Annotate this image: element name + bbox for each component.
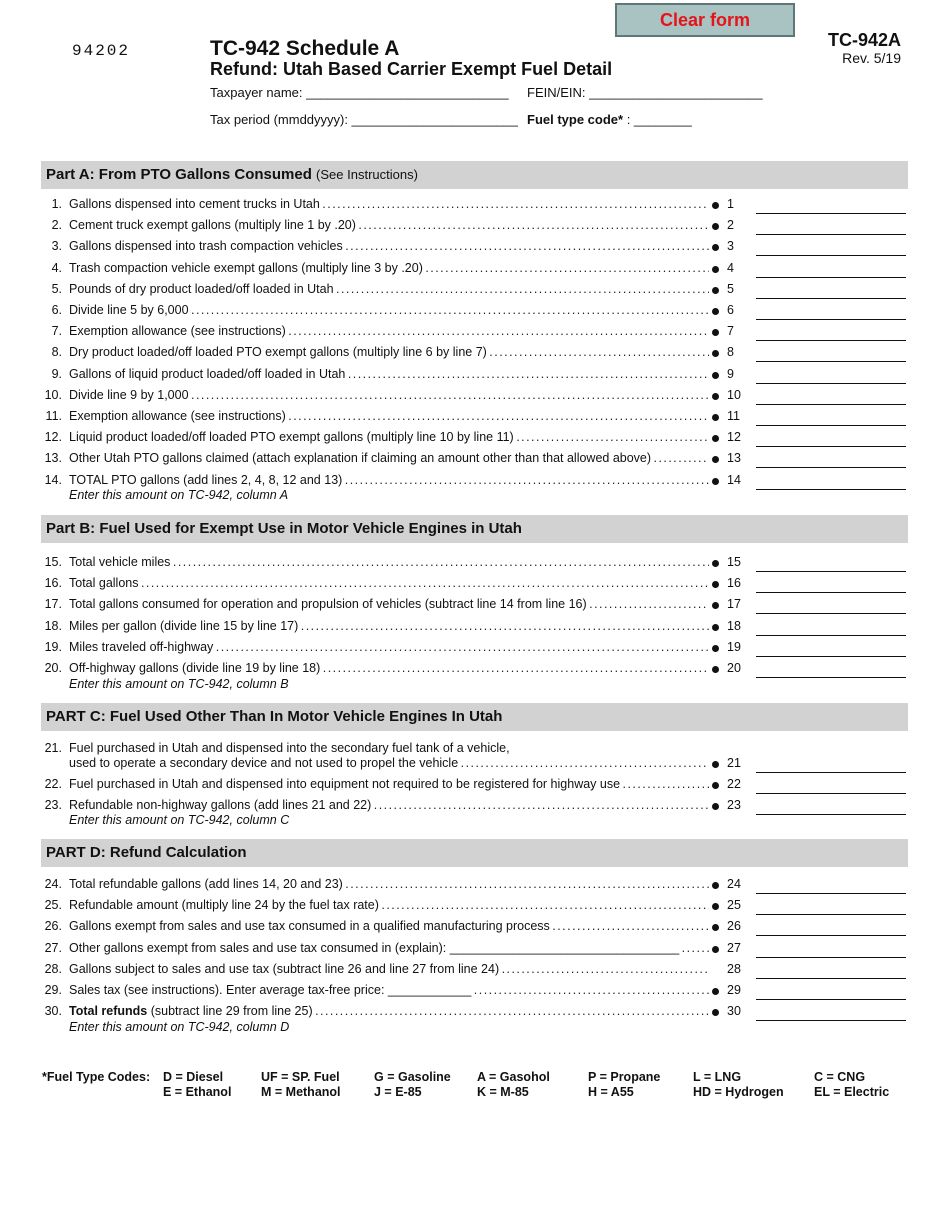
bullet-icon bbox=[712, 645, 719, 652]
line-21-amount-input[interactable] bbox=[756, 756, 906, 773]
bullet-icon bbox=[712, 988, 719, 995]
line-description: Gallons subject to sales and use tax (subtract line 26 and line 27 from line 24) . . . bbox=[69, 962, 709, 976]
form-line-16 bbox=[0, 576, 950, 596]
revision-date: Rev. 5/19 bbox=[842, 50, 901, 66]
line-19-amount-input[interactable] bbox=[756, 640, 906, 657]
line-reference-number: 5 bbox=[727, 281, 734, 296]
line-reference-number: 21 bbox=[727, 756, 741, 770]
bullet-icon bbox=[712, 223, 719, 230]
line-18-amount-input[interactable] bbox=[756, 619, 906, 636]
line-28-amount-input[interactable] bbox=[756, 962, 906, 979]
line-number: 5. bbox=[51, 281, 62, 296]
line-number: 25. bbox=[44, 898, 62, 913]
fuel-type-code-field[interactable] bbox=[527, 112, 692, 127]
form-line-12 bbox=[0, 430, 950, 450]
fuel-codes-col-5 bbox=[588, 1070, 660, 1100]
line-7-amount-input[interactable] bbox=[756, 324, 906, 341]
part-a-title: Part A: From PTO Gallons Consumed bbox=[46, 166, 312, 183]
line-description-bold: Total refunds bbox=[69, 1004, 148, 1019]
line-number: 28. bbox=[44, 961, 62, 976]
form-line-25 bbox=[0, 898, 950, 918]
line-number: 9. bbox=[51, 366, 62, 381]
fuel-codes-col-7 bbox=[814, 1070, 889, 1100]
line-16-amount-input[interactable] bbox=[756, 576, 906, 593]
form-line-3 bbox=[0, 239, 950, 259]
form-line-17 bbox=[0, 597, 950, 617]
line-number: 13. bbox=[44, 451, 62, 466]
line-20-amount-input[interactable] bbox=[756, 661, 906, 678]
line-reference-number: 17 bbox=[727, 597, 741, 612]
fein-field[interactable]: FEIN/EIN: ________________________ bbox=[527, 85, 763, 100]
form-line-7 bbox=[0, 324, 950, 344]
line-description: Other Utah PTO gallons claimed (attach explanation if claiming an amount other than that allowed above) . . . bbox=[69, 451, 709, 465]
line-reference-number: 2 bbox=[727, 218, 734, 233]
form-line-11 bbox=[0, 409, 950, 429]
line-number: 12. bbox=[44, 430, 62, 445]
part-c-title: PART C: Fuel Used Other Than In Motor Vehicle Engines In Utah bbox=[46, 708, 503, 725]
bullet-icon bbox=[712, 1009, 719, 1016]
part-a-instruction: Enter this amount on TC-942, column A bbox=[69, 488, 289, 502]
form-line-4 bbox=[0, 261, 950, 281]
line-description: used to operate a secondary device and not used to propel the vehicle . . . bbox=[69, 756, 709, 770]
fuel-code: E = Ethanol bbox=[163, 1085, 232, 1099]
fuel-codes-col-4 bbox=[477, 1070, 550, 1100]
line-reference-number: 18 bbox=[727, 618, 741, 633]
line-description: Gallons dispensed into trash compaction vehicles . . . bbox=[69, 239, 709, 253]
fuel-type-codes-label: *Fuel Type Codes: bbox=[42, 1070, 151, 1084]
fuel-code: K = M-85 bbox=[477, 1085, 529, 1099]
bullet-icon bbox=[712, 478, 719, 485]
line-29-amount-input[interactable] bbox=[756, 983, 906, 1000]
form-line-9 bbox=[0, 367, 950, 387]
line-reference-number: 9 bbox=[727, 366, 734, 381]
line-reference-number: 27 bbox=[727, 940, 741, 955]
line-27-amount-input[interactable] bbox=[756, 941, 906, 958]
part-d-title: PART D: Refund Calculation bbox=[46, 844, 247, 861]
line-6-amount-input[interactable] bbox=[756, 303, 906, 320]
bullet-icon bbox=[712, 560, 719, 567]
line-description: Other gallons exempt from sales and use tax consumed in (explain): _________________________________ . . . bbox=[69, 941, 709, 955]
page-subtitle: Refund: Utah Based Carrier Exempt Fuel Detail bbox=[210, 59, 613, 79]
line-description: Exemption allowance (see instructions) . . . bbox=[69, 324, 709, 338]
part-b-title: Part B: Fuel Used for Exempt Use in Motor Vehicle Engines in Utah bbox=[46, 520, 522, 537]
line-number: 2. bbox=[51, 218, 62, 233]
line-26-amount-input[interactable] bbox=[756, 919, 906, 936]
line-description: Cement truck exempt gallons (multiply line 1 by .20) . . . bbox=[69, 218, 709, 232]
line-25-amount-input[interactable] bbox=[756, 898, 906, 915]
line-reference-number: 11 bbox=[727, 409, 740, 423]
bullet-icon bbox=[712, 761, 719, 768]
line-30-amount-input[interactable] bbox=[756, 1004, 906, 1021]
line-reference-number: 14 bbox=[727, 472, 741, 487]
form-line-22 bbox=[0, 777, 950, 797]
line-description: Pounds of dry product loaded/off loaded in Utah . . . bbox=[69, 282, 709, 296]
line-reference-number: 30 bbox=[727, 1004, 741, 1019]
part-b-instruction: Enter this amount on TC-942, column B bbox=[69, 677, 289, 691]
line-17-amount-input[interactable] bbox=[756, 597, 906, 614]
line-number: 30. bbox=[44, 1004, 62, 1019]
bullet-icon bbox=[712, 624, 719, 631]
line-2-amount-input[interactable] bbox=[756, 218, 906, 235]
line-description: Fuel purchased in Utah and dispensed into equipment not required to be registered for highway use . . . bbox=[69, 777, 709, 791]
line-5-amount-input[interactable] bbox=[756, 282, 906, 299]
line-description: Exemption allowance (see instructions) . . . bbox=[69, 409, 709, 423]
fuel-type-code-blank: : ________ bbox=[623, 112, 692, 127]
line-number: 14. bbox=[44, 472, 62, 487]
line-reference-number: 4 bbox=[727, 260, 734, 275]
line-number: 22. bbox=[44, 777, 62, 791]
form-line-28 bbox=[0, 962, 950, 982]
line-number: 4. bbox=[51, 260, 62, 275]
fuel-code: D = Diesel bbox=[163, 1070, 224, 1084]
line-reference-number: 24 bbox=[727, 877, 741, 891]
line-number: 7. bbox=[51, 324, 62, 339]
line-number: 17. bbox=[44, 597, 62, 612]
part-d-instruction: Enter this amount on TC-942, column D bbox=[69, 1020, 290, 1034]
line-reference-number: 15 bbox=[727, 555, 741, 569]
fuel-code: EL = Electric bbox=[814, 1085, 890, 1099]
line-number: 21. bbox=[44, 741, 62, 755]
bullet-icon bbox=[712, 946, 719, 953]
line-reference-number: 25 bbox=[727, 898, 741, 913]
line-description: Sales tax (see instructions). Enter average tax-free price: ____________ . . . bbox=[69, 983, 709, 997]
line-number: 24. bbox=[44, 877, 62, 891]
line-description: Gallons exempt from sales and use tax consumed in a qualified manufacturing process . . . bbox=[69, 919, 709, 933]
bullet-icon bbox=[712, 882, 719, 889]
tax-period-field[interactable]: Tax period (mmddyyyy): _______________________ bbox=[210, 112, 518, 127]
bullet-icon bbox=[712, 244, 719, 251]
form-line-24 bbox=[0, 877, 950, 897]
line-number: 23. bbox=[44, 798, 62, 812]
line-9-amount-input[interactable] bbox=[756, 367, 906, 384]
form-line-26 bbox=[0, 919, 950, 939]
bullet-icon bbox=[712, 803, 719, 810]
line-3-amount-input[interactable] bbox=[756, 239, 906, 256]
line-reference-number: 28 bbox=[727, 961, 741, 976]
line-number: 26. bbox=[44, 919, 62, 934]
line-reference-number: 10 bbox=[727, 387, 741, 402]
line-description: Miles traveled off-highway . . . bbox=[69, 640, 709, 654]
form-line-29 bbox=[0, 983, 950, 1003]
line-number: 29. bbox=[44, 983, 62, 997]
fuel-code: H = A55 bbox=[588, 1085, 634, 1099]
bullet-icon bbox=[712, 456, 719, 463]
bullet-icon bbox=[712, 924, 719, 931]
line-number: 20. bbox=[44, 661, 62, 675]
form-code: TC-942A bbox=[827, 30, 901, 50]
line-12-amount-input[interactable] bbox=[756, 430, 906, 447]
line-reference-number: 8 bbox=[727, 345, 734, 360]
line-description: Divide line 9 by 1,000 . . . bbox=[69, 388, 709, 402]
line-description-rest: (subtract line 29 from line 25) bbox=[147, 1004, 313, 1019]
form-line-18 bbox=[0, 619, 950, 639]
line-description: Refundable non-highway gallons (add lines 21 and 22) . . . bbox=[69, 798, 709, 812]
line-reference-number: 23 bbox=[727, 798, 741, 812]
line-reference-number: 13 bbox=[727, 451, 741, 466]
form-line-15 bbox=[0, 555, 950, 575]
line-number: 15. bbox=[44, 555, 62, 569]
fuel-type-code-label: Fuel type code* bbox=[527, 112, 624, 127]
line-21-text: Fuel purchased in Utah and dispensed into the secondary fuel tank of a vehicle, bbox=[69, 741, 510, 755]
line-number: 1. bbox=[51, 197, 62, 211]
line-15-amount-input[interactable] bbox=[756, 555, 906, 572]
line-description: Miles per gallon (divide line 15 by line 17) . . . bbox=[69, 619, 709, 633]
line-24-amount-input[interactable] bbox=[756, 877, 906, 894]
form-line-8 bbox=[0, 345, 950, 365]
fuel-code: G = Gasoline bbox=[374, 1070, 451, 1084]
form-line-1 bbox=[0, 197, 950, 217]
page-title: TC-942 Schedule A bbox=[210, 37, 400, 60]
line-reference-number: 3 bbox=[727, 239, 734, 254]
bullet-icon bbox=[712, 666, 719, 673]
line-14-amount-input[interactable] bbox=[756, 473, 906, 490]
line-description: Off-highway gallons (divide line 19 by line 18) . . . bbox=[69, 661, 709, 675]
line-number: 6. bbox=[51, 303, 62, 317]
line-number: 16. bbox=[44, 576, 62, 591]
bullet-icon bbox=[712, 393, 719, 400]
line-description: Total gallons consumed for operation and propulsion of vehicles (subtract line 14 from line 16) . . . bbox=[69, 597, 709, 611]
fuel-code: P = Propane bbox=[588, 1070, 661, 1084]
line-13-amount-input[interactable] bbox=[756, 451, 906, 468]
bullet-icon bbox=[712, 782, 719, 789]
part-a-header bbox=[41, 161, 908, 189]
line-reference-number: 26 bbox=[727, 919, 741, 934]
fuel-codes-col-6 bbox=[693, 1070, 784, 1100]
line-description: Dry product loaded/off loaded PTO exempt gallons (multiply line 6 by line 7) . . . bbox=[69, 345, 709, 359]
part-c-instruction: Enter this amount on TC-942, column C bbox=[69, 813, 290, 827]
line-reference-number: 29 bbox=[727, 983, 741, 997]
line-description: Liquid product loaded/off loaded PTO exempt gallons (multiply line 10 by line 11) . . . bbox=[69, 430, 709, 444]
line-description bbox=[69, 1004, 709, 1018]
line-reference-number: 22 bbox=[727, 777, 741, 791]
line-reference-number: 7 bbox=[727, 324, 734, 339]
line-number: 3. bbox=[51, 239, 62, 254]
fuel-code: UF = SP. Fuel bbox=[261, 1070, 340, 1084]
line-description: Gallons of liquid product loaded/off loaded in Utah . . . bbox=[69, 367, 709, 381]
bullet-icon bbox=[712, 903, 719, 910]
line-description: Total vehicle miles . . . bbox=[69, 555, 709, 569]
part-b-header bbox=[41, 515, 908, 543]
line-10-amount-input[interactable] bbox=[756, 388, 906, 405]
line-reference-number: 19 bbox=[727, 639, 741, 654]
line-number: 27. bbox=[44, 940, 62, 955]
line-reference-number: 16 bbox=[727, 576, 741, 591]
line-reference-number: 12 bbox=[727, 430, 741, 445]
line-description: Refundable amount (multiply line 24 by the fuel tax rate) . . . bbox=[69, 898, 709, 912]
line-reference-number: 20 bbox=[727, 661, 741, 675]
fuel-code: HD = Hydrogen bbox=[693, 1085, 784, 1099]
form-line-10 bbox=[0, 388, 950, 408]
form-line-2 bbox=[0, 218, 950, 238]
bullet-icon bbox=[712, 350, 719, 357]
bullet-icon bbox=[712, 602, 719, 609]
bullet-icon bbox=[712, 329, 719, 336]
form-number: 94202 bbox=[72, 42, 131, 60]
form-line-19 bbox=[0, 640, 950, 660]
bullet-icon bbox=[712, 435, 719, 442]
line-number: 10. bbox=[44, 387, 62, 402]
form-line-27 bbox=[0, 941, 950, 961]
line-22-amount-input[interactable] bbox=[756, 777, 906, 794]
line-description: Gallons dispensed into cement trucks in Utah . . . bbox=[69, 197, 709, 211]
part-d-header bbox=[41, 839, 908, 867]
line-description: Divide line 5 by 6,000 . . . bbox=[69, 303, 709, 317]
form-line-21 bbox=[0, 756, 950, 776]
form-line-13 bbox=[0, 451, 950, 471]
line-number: 18. bbox=[44, 618, 62, 633]
line-description: TOTAL PTO gallons (add lines 2, 4, 8, 12 and 13) . . . bbox=[69, 473, 709, 487]
bullet-icon bbox=[712, 266, 719, 273]
fuel-codes-col-3 bbox=[374, 1070, 451, 1100]
taxpayer-name-field[interactable]: Taxpayer name: ____________________________ bbox=[210, 85, 509, 100]
part-c-header bbox=[41, 703, 908, 731]
line-4-amount-input[interactable] bbox=[756, 261, 906, 278]
line-description: Total refundable gallons (add lines 14, 20 and 23) . . . bbox=[69, 877, 709, 891]
form-line-5 bbox=[0, 282, 950, 302]
line-1-amount-input[interactable] bbox=[756, 197, 906, 214]
fuel-code: L = LNG bbox=[693, 1070, 742, 1084]
line-11-amount-input[interactable] bbox=[756, 409, 906, 426]
line-description: Total gallons . . . bbox=[69, 576, 709, 590]
form-line-6 bbox=[0, 303, 950, 323]
bullet-icon bbox=[712, 308, 719, 315]
fuel-code: M = Methanol bbox=[261, 1085, 341, 1099]
part-a-note: (See Instructions) bbox=[316, 167, 418, 182]
bullet-icon bbox=[712, 581, 719, 588]
fuel-code: C = CNG bbox=[814, 1070, 866, 1084]
clear-form-button[interactable]: Clear form bbox=[615, 3, 795, 37]
line-number: 11. bbox=[45, 409, 62, 423]
fuel-code: A = Gasohol bbox=[477, 1070, 550, 1084]
bullet-icon bbox=[712, 414, 719, 421]
fuel-codes-col-2 bbox=[261, 1070, 341, 1100]
bullet-icon bbox=[712, 287, 719, 294]
line-number: 19. bbox=[44, 639, 62, 654]
line-8-amount-input[interactable] bbox=[756, 345, 906, 362]
line-reference-number: 1 bbox=[727, 197, 734, 211]
bullet-icon bbox=[712, 372, 719, 379]
line-reference-number: 6 bbox=[727, 303, 734, 317]
line-23-amount-input[interactable] bbox=[756, 798, 906, 815]
fuel-codes-col-1 bbox=[163, 1070, 231, 1100]
bullet-icon bbox=[712, 202, 719, 209]
line-number: 8. bbox=[51, 345, 62, 360]
fuel-code: J = E-85 bbox=[374, 1085, 422, 1099]
line-description: Trash compaction vehicle exempt gallons (multiply line 3 by .20) . . . bbox=[69, 261, 709, 275]
